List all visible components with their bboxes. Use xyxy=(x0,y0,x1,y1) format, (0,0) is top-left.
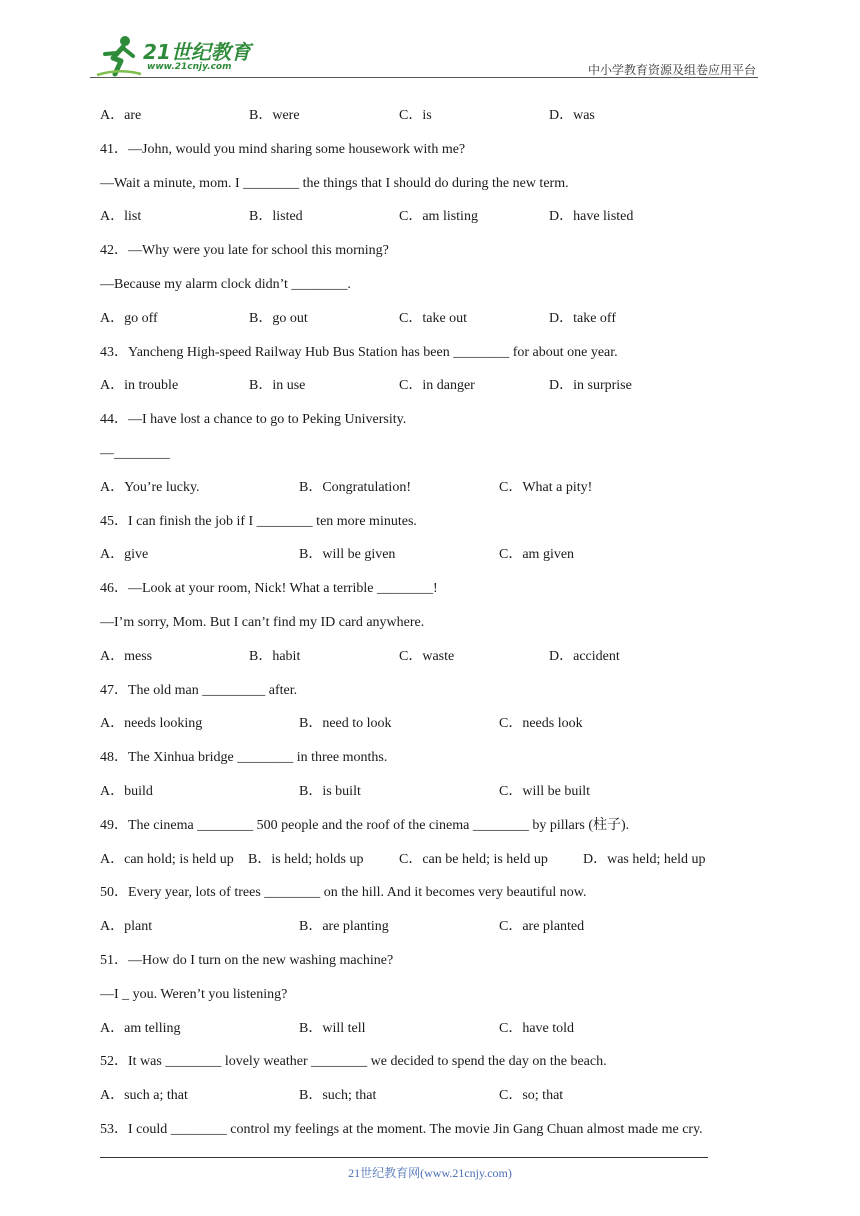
answer-options xyxy=(100,307,780,341)
answer-option[interactable]: C．so; that xyxy=(499,1088,564,1104)
answer-options xyxy=(100,645,780,679)
answer-option[interactable]: C．am given xyxy=(499,547,575,563)
question-text: 50．Every year, lots of trees ________ on the hill. And it becomes very beautiful now. xyxy=(100,885,587,901)
answer-option[interactable]: C．is xyxy=(399,108,432,123)
runner-icon xyxy=(95,34,143,78)
answer-option[interactable]: D．have listed xyxy=(549,209,634,225)
footer-divider xyxy=(100,1157,708,1158)
question-text: —Because my alarm clock didn’t ________. xyxy=(100,276,351,292)
answer-option[interactable]: A．go off xyxy=(100,310,158,326)
answer-option[interactable]: B．in use xyxy=(249,378,306,394)
answer-options xyxy=(100,848,780,882)
site-logo[interactable] xyxy=(95,34,265,78)
answer-option[interactable]: C．can be held; is held up xyxy=(399,851,548,867)
answer-option[interactable]: D．accident xyxy=(549,648,620,664)
answer-option[interactable]: B．Congratulation! xyxy=(299,479,411,495)
answer-option[interactable]: A．list xyxy=(100,209,142,225)
answer-option[interactable]: B．habit xyxy=(249,648,301,664)
answer-options xyxy=(100,1017,780,1051)
question-text: 47．The old man _________ after. xyxy=(100,682,298,698)
answer-option[interactable]: A．You’re lucky. xyxy=(100,479,200,495)
answer-options xyxy=(100,780,780,814)
answer-options xyxy=(100,1084,780,1118)
question-text: 42．—Why were you late for school this morning? xyxy=(100,243,389,259)
answer-option[interactable]: A．plant xyxy=(100,919,153,935)
answer-option[interactable]: D．in surprise xyxy=(549,378,632,394)
question-text: —I’m sorry, Mom. But I can’t find my ID card anywhere. xyxy=(100,614,425,630)
answer-option[interactable]: B．are planting xyxy=(299,919,389,935)
answer-option[interactable]: A．give xyxy=(100,547,149,563)
answer-option[interactable]: B．such; that xyxy=(299,1088,377,1104)
answer-option[interactable]: A．are xyxy=(100,108,142,123)
answer-option[interactable]: A．can hold; is held up xyxy=(100,851,234,867)
answer-option[interactable]: D．take off xyxy=(549,310,616,326)
answer-option[interactable]: B．go out xyxy=(249,310,308,326)
footer-source[interactable]: 21世纪教育网(www.21cnjy.com) xyxy=(348,1166,512,1180)
question-text: 48．The Xinhua bridge ________ in three months. xyxy=(100,750,388,766)
answer-option[interactable]: C．waste xyxy=(399,648,455,664)
answer-option[interactable]: A．am telling xyxy=(100,1020,181,1036)
answer-option[interactable]: A．needs looking xyxy=(100,716,203,732)
answer-option[interactable]: C．are planted xyxy=(499,919,585,935)
answer-option[interactable]: B．will tell xyxy=(299,1020,366,1036)
answer-option[interactable]: A．such a; that xyxy=(100,1088,188,1104)
answer-options xyxy=(100,543,780,577)
answer-option[interactable]: C．What a pity! xyxy=(499,479,593,495)
answer-option[interactable]: B．will be given xyxy=(299,547,396,563)
question-text: 49．The cinema ________ 500 people and the roof of the cinema ________ by pillars (柱子). xyxy=(100,817,630,833)
answer-option[interactable]: C．am listing xyxy=(399,209,478,225)
header-tagline: 中小学教育资源及组卷应用平台 xyxy=(587,63,756,77)
answer-option[interactable]: A．build xyxy=(100,783,153,799)
answer-option[interactable]: D．was held; held up xyxy=(583,851,706,867)
logo-text: 21世纪教育 xyxy=(143,40,251,64)
answer-option[interactable]: C．in danger xyxy=(399,378,475,394)
question-text: 52．It was ________ lovely weather ________ we decided to spend the day on the beach. xyxy=(100,1054,607,1070)
question-text: —________ xyxy=(100,445,170,461)
question-text: 45．I can finish the job if I ________ ten more minutes. xyxy=(100,513,417,529)
answer-option[interactable]: C．take out xyxy=(399,310,468,326)
question-text: —I _ you. Weren’t you listening? xyxy=(100,986,288,1002)
answer-option[interactable]: C．needs look xyxy=(499,716,583,732)
page-header xyxy=(90,30,760,78)
answer-option[interactable]: B．is held; holds up xyxy=(248,851,364,867)
question-text: 51．—How do I turn on the new washing machine? xyxy=(100,952,394,968)
answer-option[interactable]: B．listed xyxy=(249,209,303,225)
answer-option[interactable]: B．were xyxy=(249,108,300,123)
answer-option[interactable]: B．need to look xyxy=(299,716,392,732)
answer-option[interactable]: A．mess xyxy=(100,648,153,664)
question-text: 53．I could ________ control my feelings at the moment. The movie Jin Gang Chuan almost made me cry. xyxy=(100,1121,703,1137)
answer-options xyxy=(100,915,780,949)
question-text: 43．Yancheng High-speed Railway Hub Bus Station has been ________ for about one year. xyxy=(100,344,618,360)
answer-option[interactable]: D．was xyxy=(549,108,595,123)
answer-option[interactable]: A．in trouble xyxy=(100,378,179,394)
answer-options xyxy=(100,374,780,408)
header-divider xyxy=(90,77,758,78)
logo-url: www.21cnjy.com xyxy=(147,62,232,72)
question-text: 41．—John, would you mind sharing some housework with me? xyxy=(100,141,466,157)
answer-option[interactable]: B．is built xyxy=(299,783,361,799)
question-text: 44．—I have lost a chance to go to Peking University. xyxy=(100,412,407,428)
answer-options xyxy=(100,205,780,239)
answer-options xyxy=(100,476,780,510)
question-text: —Wait a minute, mom. I ________ the things that I should do during the new term. xyxy=(100,175,569,191)
question-text: 46．—Look at your room, Nick! What a terrible ________! xyxy=(100,581,438,597)
answer-option[interactable]: C．will be built xyxy=(499,783,590,799)
question-list xyxy=(100,104,780,1152)
answer-options xyxy=(100,104,780,138)
answer-option[interactable]: C．have told xyxy=(499,1020,575,1036)
answer-options xyxy=(100,712,780,746)
